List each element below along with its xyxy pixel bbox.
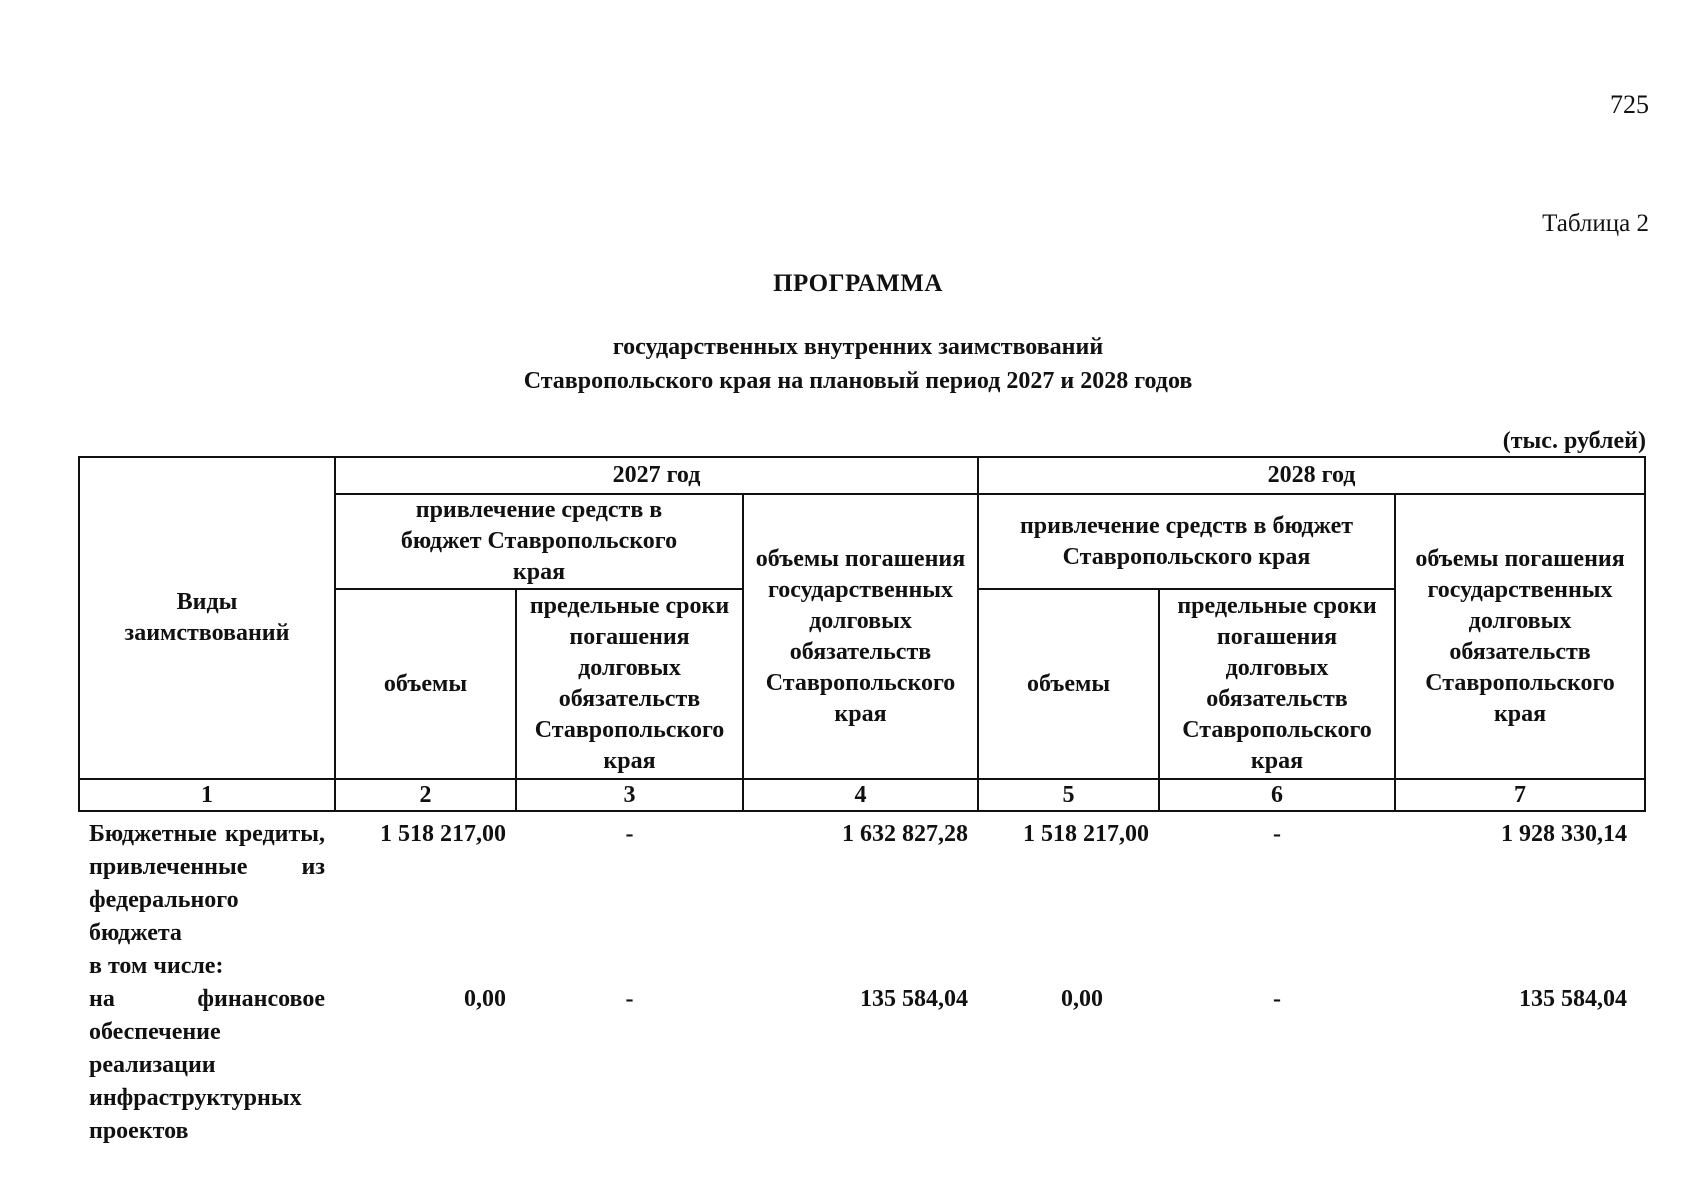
cell-repayment-2027: 135 584,04 (860, 986, 969, 1012)
header-repayment-2027: объемы погашения государственных долговых обязательств Ставропольского края (743, 494, 978, 779)
empty-cell (978, 950, 1159, 983)
column-number: 1 (79, 779, 335, 811)
cell-repayment-2027: 1 632 827,28 (842, 821, 969, 847)
units-label: (тыс. рублей) (1502, 428, 1646, 454)
cell-volume-2027: 1 518 217,00 (380, 821, 506, 847)
column-number: 2 (335, 779, 516, 811)
cell-term-2027: - (625, 821, 634, 847)
table-label: Таблица 2 (1542, 210, 1649, 237)
table-row (79, 811, 1645, 950)
table-row (79, 983, 1645, 1148)
header-attraction-2028: привлечение средств в бюджет Ставропольского края (978, 494, 1395, 589)
document-subtitle (0, 330, 1696, 398)
column-number: 7 (1395, 779, 1645, 811)
subtitle-line: государственных внутренних заимствований (612, 334, 1104, 360)
cell-repayment-2028: 1 928 330,14 (1501, 821, 1628, 847)
column-number: 3 (516, 779, 743, 811)
header-attraction-2027: привлечение средств в бюджет Ставропольского края (335, 494, 743, 589)
cell-volume-2027: 0,00 (464, 986, 506, 1012)
empty-cell (743, 950, 978, 983)
row-label: Бюджетные кредиты, привлеченные из федерального бюджета (89, 821, 325, 946)
empty-cell (335, 950, 516, 983)
cell-term-2028: - (1273, 986, 1282, 1012)
header-terms-2028: предельные сроки погашения долговых обязательств Ставропольского края (1159, 589, 1395, 779)
empty-cell (1159, 950, 1395, 983)
cell-term-2028: - (1273, 821, 1282, 847)
header-volumes-2028: объемы (978, 589, 1159, 779)
header-volumes-2027: объемы (335, 589, 516, 779)
page-number: 725 (1610, 90, 1649, 119)
document-title: ПРОГРАММА (773, 270, 943, 297)
header-terms-2027: предельные сроки погашения долговых обязательств Ставропольского края (516, 589, 743, 779)
header-repayment-2028: объемы погашения государственных долговых обязательств Ставропольского края (1395, 494, 1645, 779)
header-year-2028: 2028 год (978, 457, 1645, 494)
cell-volume-2028: 0,00 (1061, 986, 1104, 1012)
row-label: в том числе: (89, 953, 224, 979)
empty-cell (1395, 950, 1645, 983)
column-number: 4 (743, 779, 978, 811)
table-row (79, 950, 1645, 983)
cell-repayment-2028: 135 584,04 (1519, 986, 1628, 1012)
column-number: 6 (1159, 779, 1395, 811)
cell-volume-2028: 1 518 217,00 (1023, 821, 1150, 847)
header-borrowing-types: Виды заимствований (79, 457, 335, 779)
empty-cell (516, 950, 743, 983)
borrowing-program-table (78, 456, 1646, 1148)
row-label: на финансовое обеспечение реализации инфраструктурных проектов (89, 986, 325, 1144)
cell-term-2027: - (625, 986, 634, 1012)
header-year-2027: 2027 год (335, 457, 978, 494)
subtitle-line: Ставропольского края на плановый период 2027 и 2028 годов (523, 368, 1193, 394)
column-number: 5 (978, 779, 1159, 811)
